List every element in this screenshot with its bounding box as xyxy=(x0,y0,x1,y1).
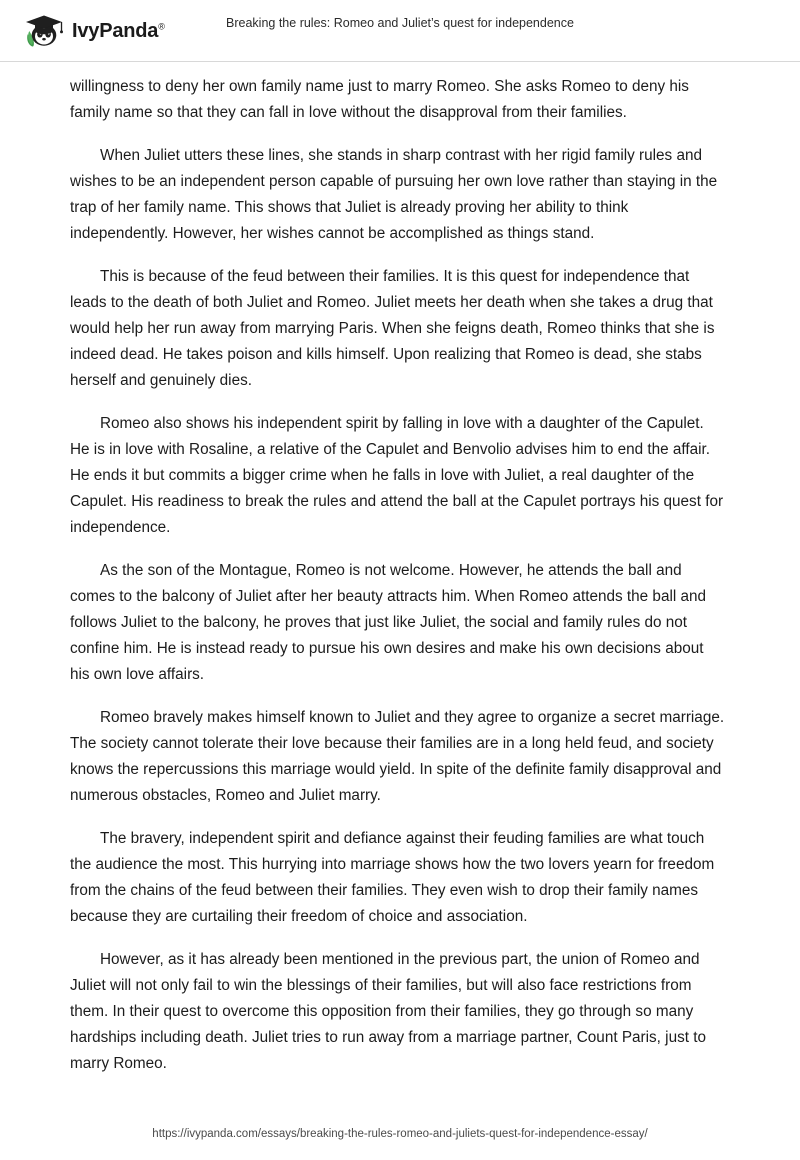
paragraph: Romeo bravely makes himself known to Juliet and they agree to organize a secret marriage. The society cannot tolerate their love because their families are in a long held feud, and society knows the repercussions this marriage would yield. In spite of the definite family disapproval and numerous obstacles, Romeo and Juliet marry. xyxy=(70,709,725,804)
paragraph: The bravery, independent spirit and defiance against their feuding families are what touch the audience the most. This hurrying into marriage shows how the two lovers yearn for freedom from the chains of the feud between their families. They even wish to drop their family names because they are curtailing their freedom of choice and association. xyxy=(70,830,715,925)
paragraph: willingness to deny her own family name just to marry Romeo. She asks Romeo to deny his family name so that they can fall in love without the disapproval from their families. xyxy=(70,78,689,121)
graduation-cap-panda-logo-icon xyxy=(24,13,64,49)
brand-registered-mark: ® xyxy=(158,20,165,31)
page-footer xyxy=(0,1124,800,1142)
brand-name-text: IvyPanda xyxy=(72,19,159,42)
paragraph: However, as it has already been mentioned in the previous part, the union of Romeo and Juliet will not only fail to win the blessings of their families, but will also face restrictions from them. In their quest to overcome this opposition from their families, they go through so many hardships including death. Juliet tries to run away from a marriage partner, Count Paris, just to marry Romeo. xyxy=(70,951,706,1072)
paragraph: This is because of the feud between their families. It is this quest for independence that leads to the death of both Juliet and Romeo. Juliet meets her death when she takes a drug that would help her run away from marrying Paris. When she feigns death, Romeo thinks that she is indeed dead. He takes poison and kills himself. Upon realizing that Romeo is dead, she stabs herself and genuinely dies. xyxy=(70,268,715,389)
document-title: Breaking the rules: Romeo and Juliet’s quest for independence xyxy=(226,16,574,30)
brand-name xyxy=(72,20,165,43)
document-body xyxy=(70,62,725,1094)
brand-logo-group[interactable] xyxy=(24,13,165,49)
paragraph: As the son of the Montague, Romeo is not welcome. However, he attends the ball and comes to the balcony of Juliet after her beauty attracts him. When Romeo attends the ball and follows Juliet to the balcony, he proves that just like Juliet, the social and family rules do not confine him. He is instead ready to pursue his own desires and make his own decisions about his own love affairs. xyxy=(70,562,707,683)
paragraph: When Juliet utters these lines, she stands in sharp contrast with her rigid family rules and wishes to be an independent person capable of pursuing her own love rather than staying in the trap of her family name. This shows that Juliet is already proving her ability to think independently. However, her wishes cannot be accomplished as things stand. xyxy=(70,147,718,242)
page-header xyxy=(0,0,800,62)
paragraph: Romeo also shows his independent spirit by falling in love with a daughter of the Capulet. He is in love with Rosaline, a relative of the Capulet and Benvolio advises him to end the affair. He ends it but commits a bigger crime when he falls in love with Juliet, a real daughter of the Capulet. His readiness to break the rules and attend the ball at the Capulet portrays his quest for independence. xyxy=(70,415,724,536)
source-url-link[interactable]: https://ivypanda.com/essays/breaking-the-rules-romeo-and-juliets-quest-for-independence-essay/ xyxy=(152,1128,648,1140)
